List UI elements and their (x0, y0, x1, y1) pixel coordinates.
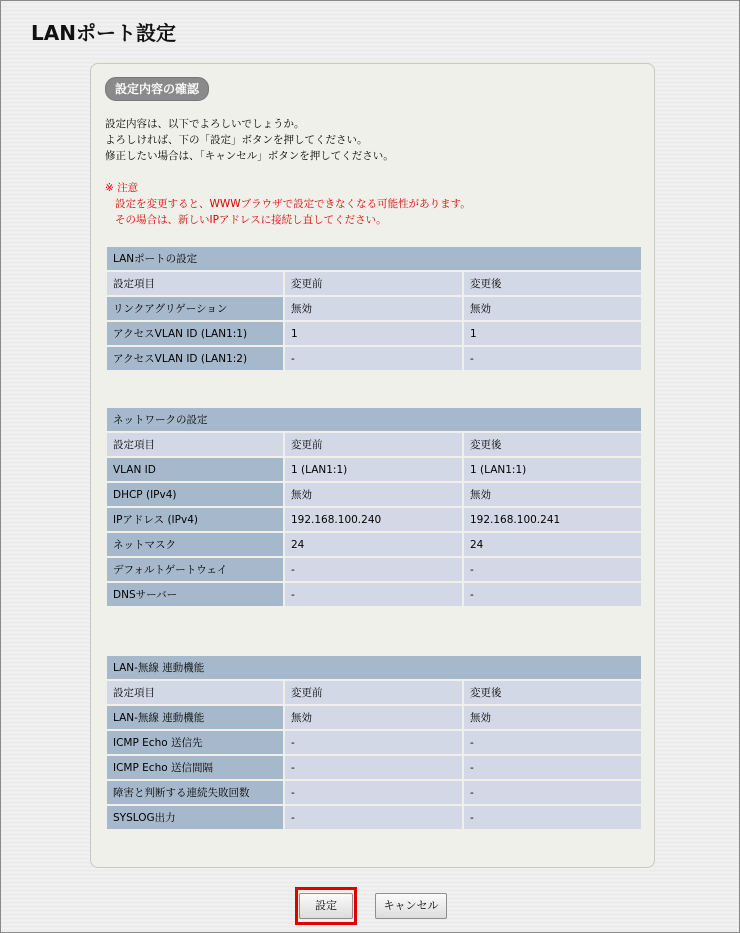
intro-line: よろしければ、下の「設定」ボタンを押してください。 (105, 134, 368, 146)
row-label: LAN-無線 連動機能 (106, 705, 284, 730)
table-row (106, 507, 642, 532)
table-caption: LANポートの設定 (106, 246, 642, 271)
column-header: 変更後 (463, 271, 642, 296)
row-label: ICMP Echo 送信間隔 (106, 755, 284, 780)
value-before: - (284, 346, 463, 371)
table-row (106, 705, 642, 730)
row-label: アクセスVLAN ID (LAN1:2) (106, 346, 284, 371)
value-before: 1 (LAN1:1) (284, 457, 463, 482)
value-before: - (284, 805, 463, 830)
row-label: アクセスVLAN ID (LAN1:1) (106, 321, 284, 346)
cancel-button[interactable]: キャンセル (375, 893, 447, 919)
table-row (106, 805, 642, 830)
warning-title: ※ 注意 (105, 182, 139, 194)
row-label: SYSLOG出力 (106, 805, 284, 830)
intro-line: 設定内容は、以下でよろしいでしょうか。 (105, 118, 305, 130)
row-label: デフォルトゲートウェイ (106, 557, 284, 582)
value-before: 無効 (284, 482, 463, 507)
column-header: 変更前 (284, 432, 463, 457)
table-row (106, 532, 642, 557)
ok-button[interactable]: 設定 (299, 893, 353, 919)
table-row (106, 780, 642, 805)
table-row (106, 582, 642, 607)
warning-line: 設定を変更すると、WWWブラウザで設定できなくなる可能性があります。 (115, 198, 471, 210)
value-before: 無効 (284, 705, 463, 730)
row-label: ICMP Echo 送信先 (106, 730, 284, 755)
value-before: - (284, 730, 463, 755)
warning-line: その場合は、新しいIPアドレスに接続し直してください。 (115, 214, 387, 226)
row-label: DNSサーバー (106, 582, 284, 607)
table-row (106, 730, 642, 755)
table-caption: ネットワークの設定 (106, 407, 642, 432)
column-header: 変更後 (463, 680, 642, 705)
value-after: 192.168.100.241 (463, 507, 642, 532)
table-row (106, 557, 642, 582)
value-after: - (463, 805, 642, 830)
warning-text (105, 180, 645, 228)
table-row (106, 346, 642, 371)
value-after: 無効 (463, 705, 642, 730)
row-label: VLAN ID (106, 457, 284, 482)
column-header: 設定項目 (106, 271, 284, 296)
value-after: 1 (463, 321, 642, 346)
row-label: リンクアグリゲーション (106, 296, 284, 321)
column-header: 設定項目 (106, 680, 284, 705)
table-caption: LAN-無線 連動機能 (106, 655, 642, 680)
value-after: - (463, 755, 642, 780)
value-before: 無効 (284, 296, 463, 321)
value-after: - (463, 557, 642, 582)
value-before: - (284, 780, 463, 805)
network-settings-table (105, 406, 643, 608)
row-label: IPアドレス (IPv4) (106, 507, 284, 532)
column-header: 変更後 (463, 432, 642, 457)
value-after: 1 (LAN1:1) (463, 457, 642, 482)
value-before: - (284, 557, 463, 582)
lan-port-settings-table (105, 245, 643, 372)
table-row (106, 457, 642, 482)
lan-wireless-link-table (105, 654, 643, 831)
table-row (106, 482, 642, 507)
table-row (106, 755, 642, 780)
value-before: 192.168.100.240 (284, 507, 463, 532)
value-before: 1 (284, 321, 463, 346)
column-header: 変更前 (284, 680, 463, 705)
row-label: ネットマスク (106, 532, 284, 557)
intro-line: 修正したい場合は、「キャンセル」ボタンを押してください。 (105, 150, 394, 162)
value-after: - (463, 780, 642, 805)
value-after: 24 (463, 532, 642, 557)
value-before: - (284, 755, 463, 780)
table-row (106, 296, 642, 321)
page-title: LANポート設定 (31, 21, 176, 45)
column-header: 変更前 (284, 271, 463, 296)
value-before: 24 (284, 532, 463, 557)
intro-text (105, 116, 645, 164)
value-before: - (284, 582, 463, 607)
value-after: - (463, 730, 642, 755)
value-after: - (463, 582, 642, 607)
value-after: 無効 (463, 482, 642, 507)
value-after: - (463, 346, 642, 371)
value-after: 無効 (463, 296, 642, 321)
table-row (106, 321, 642, 346)
confirm-panel (90, 63, 655, 868)
section-heading: 設定内容の確認 (105, 77, 209, 101)
row-label: 障害と判断する連続失敗回数 (106, 780, 284, 805)
column-header: 設定項目 (106, 432, 284, 457)
row-label: DHCP (IPv4) (106, 482, 284, 507)
